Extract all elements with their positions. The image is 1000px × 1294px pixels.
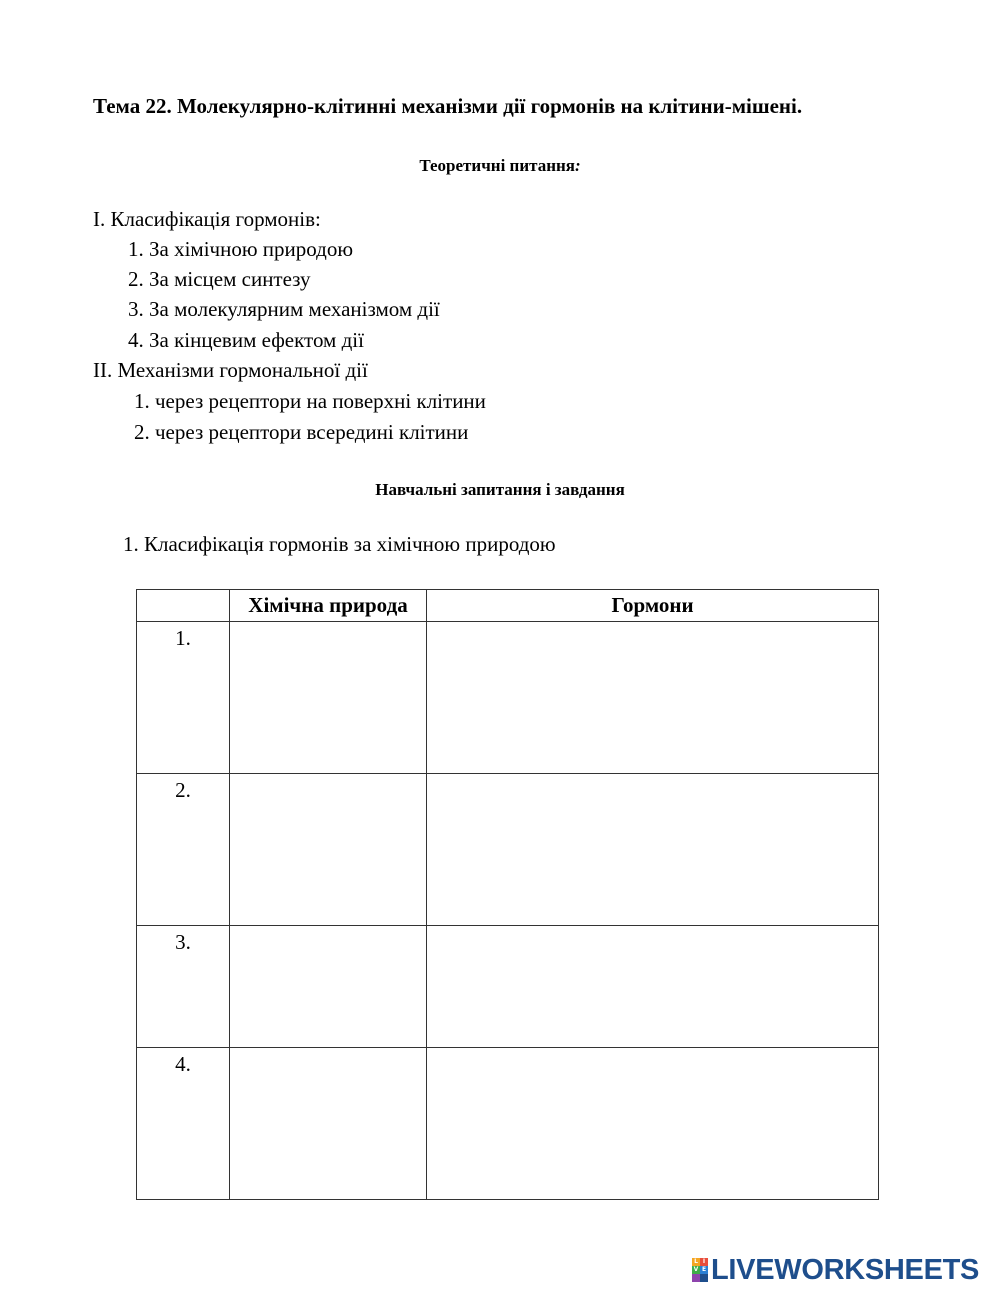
theory-heading [0,156,1000,176]
table-row [137,622,879,774]
header-hormones: Гормони [427,590,879,622]
logo-tile: E [701,1266,707,1273]
row-number: 1. [137,622,230,774]
tasks-heading: Навчальні запитання і завдання [375,480,625,499]
document-title: Тема 22. Молекулярно-клітинні механізми дії гормонів на клітини-мішені. [93,94,803,118]
section-1-label: І. Класифікація гормонів: [93,207,321,231]
row-number: 3. [137,926,230,1048]
table-row [137,1048,879,1200]
header-chemical-nature: Хімічна природа [230,590,427,622]
logo-tile [700,1274,708,1282]
liveworksheets-logo [692,1255,979,1285]
liveworksheets-logo-text: LIVEWORKSHEETS [711,1253,980,1286]
hormones-cell[interactable] [427,774,879,926]
section-2-item-1: 1. через рецептори на поверхні клітини [134,389,486,413]
logo-tile: I [700,1258,708,1266]
section-2-label: ІІ. Механізми гормональної дії [93,358,368,382]
hormones-cell[interactable] [427,622,879,774]
hormone-classification-table [136,589,879,1200]
section-1-item-1: 1. За хімічною природою [128,237,354,261]
table-row [137,926,879,1048]
logo-tile [692,1274,700,1282]
liveworksheets-logo-icon [692,1258,708,1282]
chemical-nature-cell[interactable] [230,926,427,1048]
table-row [137,774,879,926]
hormones-cell[interactable] [427,1048,879,1200]
row-number: 2. [137,774,230,926]
logo-tile: L [692,1258,700,1266]
chemical-nature-cell[interactable] [230,1048,427,1200]
chemical-nature-cell[interactable] [230,774,427,926]
section-1-item-3: 3. За молекулярним механізмом дії [128,297,440,321]
logo-tile: V [693,1266,699,1273]
task-1-label: 1. Класифікація гормонів за хімічною природою [123,532,556,556]
theory-heading-text: Теоретичні питання [419,156,575,175]
section-2-item-2: 2. через рецептори всередині клітини [134,420,469,444]
hormones-cell[interactable] [427,926,879,1048]
section-1-item-2: 2. За місцем синтезу [128,267,311,291]
table-header-row [137,590,879,622]
row-number: 4. [137,1048,230,1200]
chemical-nature-cell[interactable] [230,622,427,774]
header-number [137,590,230,622]
theory-heading-colon: : [575,156,581,175]
section-1-item-4: 4. За кінцевим ефектом дії [128,328,364,352]
